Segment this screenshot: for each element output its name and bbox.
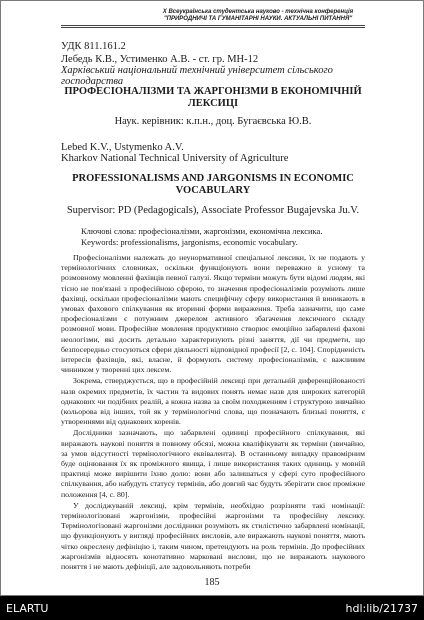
article-body — [61, 253, 365, 573]
authors-en: Lebed K.V., Ustymenko A.V. — [61, 142, 184, 153]
handle-link[interactable]: hdl:lib/21737 — [345, 602, 418, 615]
university-ua: Харківський національний технічний університет сільського господарства — [61, 65, 333, 87]
keywords-en: Keywords: professionalisms, jargonisms, economic vocabulary. — [81, 237, 298, 247]
paragraph-3: Дослідники зазначають, що забарвлені одиниці професійного спілкування, які виражають наукові поняття в повному обсязі, можна кваліфікувати як терміни (звичайно, за умов відсутності термінологічного еквівалента). В останньому випадку правомірним буде оцінювання їх як проміжного явища, і лише використання таких одиниць у мовній практиці може вирішити їхню долю: вони або залишаться у сфері суто професійного спілкування, або набудуть статусу термінів, або довгий час будуть зберігати своє проміжне положення [4, с. 80]. — [61, 428, 365, 499]
page-number: 185 — [204, 577, 220, 588]
title-ua: ПРОФЕСІОНАЛІЗМИ ТА ЖАРГОНІЗМИ В ЕКОНОМІЧНІЙ ЛЕКСИЦІ — [64, 86, 362, 109]
udc-code: УДК 811.161.2 — [61, 41, 126, 52]
conference-header: X Всеукраїнська студентська науково - технічна конференція "ПРИРОДНИЧІ ТА ГУМАНІТАРНІ НАУКИ. АКТУАЛЬНІ ПИТАННЯ" — [162, 9, 354, 22]
supervisor-en: Supervisor: PD (Pedagogicals), Associate Professor Bugajevska Ju.V. — [66, 205, 360, 216]
title-en: PROFESSIONALISMS AND JARGONISMS IN ECONOMIC VOCABULARY — [72, 173, 354, 196]
authors-ua: Лебедь К.В., Устименко А.В. - ст. гр. МН-12 — [61, 54, 259, 65]
paragraph-2: Зокрема, стверджується, що в професійній лексиці при детальній диференційованості назв окремих предметів, їх частин та видових понять немає назв для широких категорій однакових чи подібних реалій, а кожна назва за своїм походженням і структурою знвчайно (кольорова від інших, той як у термінологічні слова, що позначають близькі поняття, є утвореннями від однакових коренів. — [61, 376, 365, 427]
header-rule-secondary — [61, 27, 365, 28]
university-en: Kharkov National Technical University of Agriculture — [61, 153, 289, 164]
paragraph-1: Професіоналізми належать до неунормативної спеціальної лексики, їх не подають у термінологічних словниках, оскільки функціонують вони переважно в усному та розмовному мовленні фахівців певної галузі. Якщо терміни можуть бути відомі людям, які тісно не пов'язані з професійною сферою, то значення професіоналізмів розуміють лише фахівці, оскільки професіоналізми мають специфічну сферу використання й виникають в умовах фахового спілкування як вторинні форми вираження. Треба зазначити, що саме професіоналізми є потужним джерелом активного збагачення лексичного складу розмовної мови. Професійне мовлення продуктивно створює емоційно забарвлені фахові неологізми, які досить детально характеризують різні заняття, дії чи предмети, що безпосередньо стосуються сфери діяльності відповідної професії [2, с. 104]. Спорідненість інтересів фахівців, які, власне, й формують систему професіоналізмів, є важливим чинником у творенні цих лексем. — [61, 253, 365, 375]
supervisor-ua: Наук. керівник: к.п.н., доц. Бугаєвська Ю.В. — [114, 116, 312, 127]
keywords-ua: Ключові слова: професіоналізми, жаргонізми, економічна лексика. — [81, 226, 323, 236]
repository-footer — [0, 596, 424, 620]
header-rule — [61, 25, 365, 26]
paragraph-4: У досліджуваній лексиці, крім термінів, необхідно розрізняти такі номінації: термінологізовані жаргонізми, професійні жаргонізми та професійну лексику. Термінологізовані жаргонізми дослідники розуміють як стилістично забарвлені номінації, що функціонують у вигляді професійних висловів, але виражають наукові поняття, мають чітко окреслену дефініцію і, таким чином, претендують на роль термінів. До професійних жаргонізмів відносять конотативно марковані вислови, що не виражають наукового поняття і не мають дефініції, але задовольняють потреби — [61, 500, 365, 572]
repository-name: ELARTU — [6, 602, 49, 615]
